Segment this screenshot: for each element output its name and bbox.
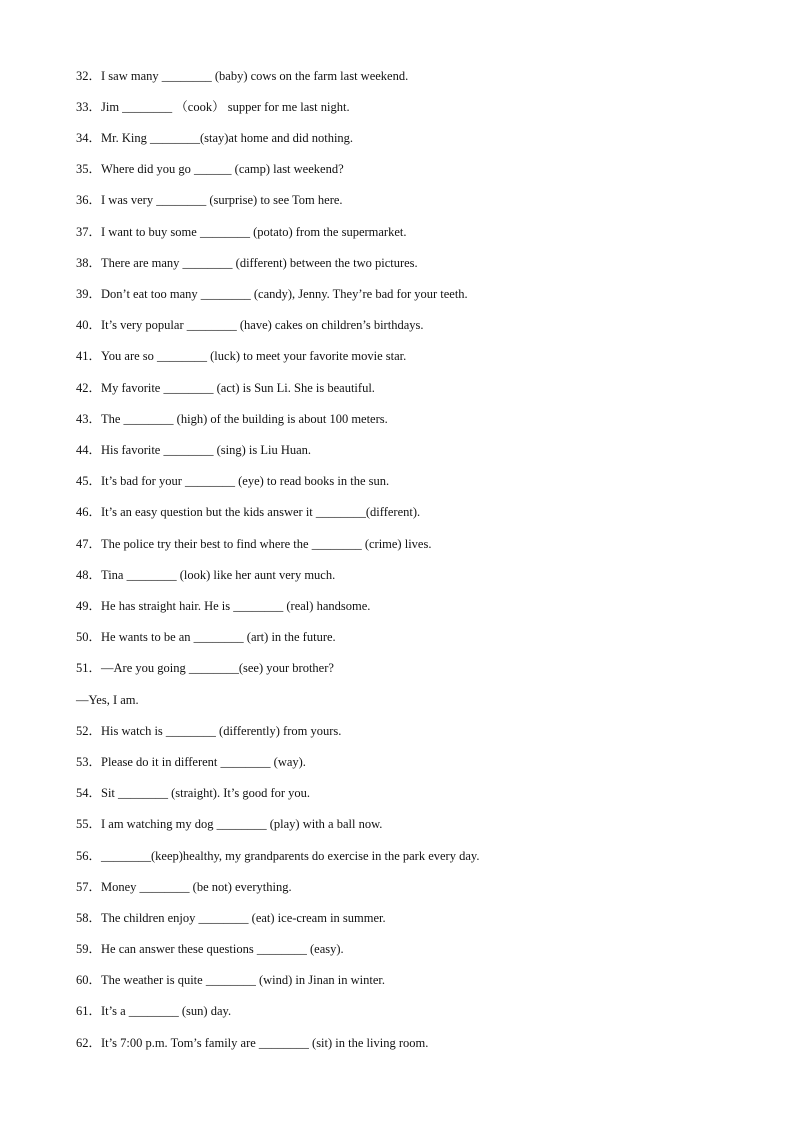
question-35: 35．Where did you go ______ (camp) last weekend? (76, 162, 344, 176)
question-61: 61．It’s a ________ (sun) day. (76, 1004, 232, 1018)
question-47: 47．The police try their best to find where the ________ (crime) lives. (76, 537, 432, 551)
question-38: 38．There are many ________ (different) between the two pictures. (76, 256, 418, 270)
question-58: 58．The children enjoy ________ (eat) ice-cream in summer. (76, 911, 386, 925)
question-59: 59．He can answer these questions ________ (easy). (76, 942, 344, 956)
question-43: 43．The ________ (high) of the building is about 100 meters. (76, 412, 388, 426)
question-45: 45．It’s bad for your ________ (eye) to read books in the sun. (76, 474, 390, 488)
question-49: 49．He has straight hair. He is ________ (real) handsome. (76, 599, 371, 613)
question-42: 42．My favorite ________ (act) is Sun Li. She is beautiful. (76, 381, 375, 395)
question-33: 33．Jim ________ （cook） supper for me last night. (76, 100, 350, 114)
question-36: 36．I was very ________ (surprise) to see Tom here. (76, 193, 343, 207)
question-60: 60．The weather is quite ________ (wind) in Jinan in winter. (76, 973, 385, 987)
question-55: 55．I am watching my dog ________ (play) with a ball now. (76, 817, 383, 831)
question-32: 32．I saw many ________ (baby) cows on the farm last weekend. (76, 69, 409, 83)
question-37: 37．I want to buy some ________ (potato) from the supermarket. (76, 225, 407, 239)
question-44: 44．His favorite ________ (sing) is Liu Huan. (76, 443, 312, 457)
question-52: 52．His watch is ________ (differently) from yours. (76, 724, 342, 738)
question-53: 53．Please do it in different ________ (way). (76, 755, 306, 769)
question-48: 48．Tina ________ (look) like her aunt very much. (76, 568, 336, 582)
question-34: 34．Mr. King ________(stay)at home and did nothing. (76, 131, 354, 145)
question-41: 41．You are so ________ (luck) to meet your favorite movie star. (76, 349, 407, 363)
question-51-answer: —Yes, I am. (76, 693, 139, 707)
question-50: 50．He wants to be an ________ (art) in the future. (76, 630, 336, 644)
question-57: 57．Money ________ (be not) everything. (76, 880, 292, 894)
question-56: 56．________(keep)healthy, my grandparents do exercise in the park every day. (76, 849, 480, 863)
question-40: 40．It’s very popular ________ (have) cakes on children’s birthdays. (76, 318, 424, 332)
question-46: 46．It’s an easy question but the kids answer it ________(different). (76, 505, 421, 519)
question-62: 62．It’s 7:00 p.m. Tom’s family are ________ (sit) in the living room. (76, 1036, 429, 1050)
question-39: 39．Don’t eat too many ________ (candy), Jenny. They’re bad for your teeth. (76, 287, 468, 301)
question-54: 54．Sit ________ (straight). It’s good for you. (76, 786, 311, 800)
question-51: 51．—Are you going ________(see) your brother? (76, 661, 334, 675)
